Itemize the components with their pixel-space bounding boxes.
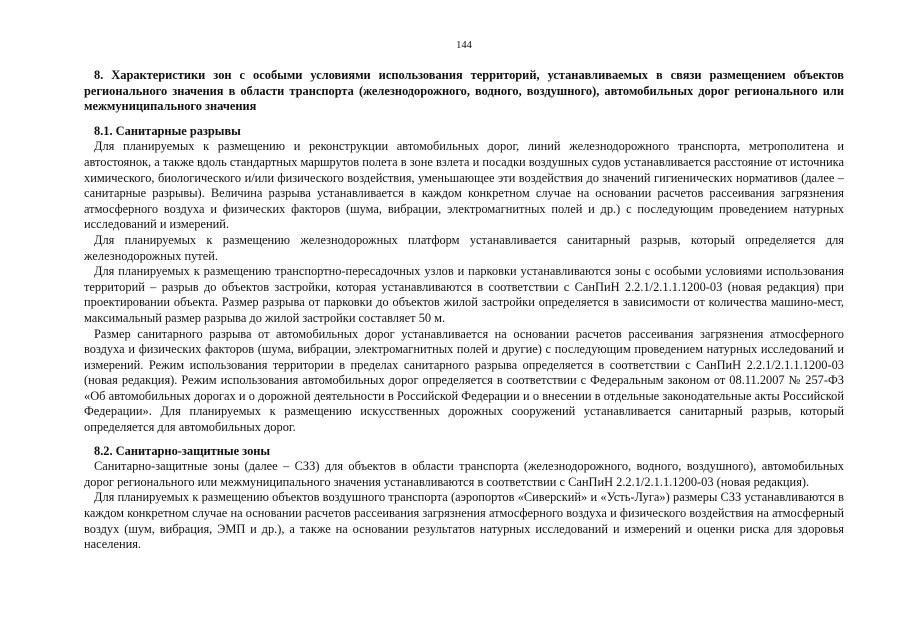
section-title-8-2: 8.2. Санитарно-защитные зоны [94,443,271,458]
paragraph: Для планируемых к размещению железнодорожных платформ устанавливается санитарный разрыв, который определяется для железнодорожных путей. [84,232,844,263]
paragraph: Для планируемых к размещению транспортно-пересадочных узлов и парковки устанавливаются зоны с особыми условиями использования территорий – разрыв до объектов застройки, которая устанавливаются в соответствии с СанПиН 2.2.1/2.1.1.1200-03 (новая редакция) при проектировании объекта. Размер разрыва от парковки до объектов жилой застройки определяется в зависимости от количества машино-мест, максимальный размер разрыва до жилой застройки составляет 50 м. [84,264,844,325]
section-title-8-1: 8.1. Санитарные разрывы [94,123,241,138]
paragraph: Размер санитарного разрыва от автомобильных дорог устанавливается на основании расчетов рассеивания загрязнения атмосферного воздуха и физических факторов (шума, вибрации, электромагнитных полей и другие) с последующим проведением натурных исследований и измерений. Режим использования территории в пределах санитарного разрыва определяется в соответствии с СанПиН 2.2.1/2.1.1.1200-03 (новая редакция). Режим использования автомобильных дорог определяется в соответствии с Федеральным законом от 08.11.2007 № 257-ФЗ «Об автомобильных дорогах и о дорожной деятельности в Российской Федерации и о внесении в отдельные законодательные акты Российской Федерации». Для планируемых к размещению искусственных дорожных сооружений устанавливается санитарный разрыв, который определяется для автомобильных дорог. [84,326,844,435]
paragraph: Санитарно-защитные зоны (далее – СЗЗ) для объектов в области транспорта (железнодорожного, водного, воздушного), автомобильных дорог регионального или межмуниципального значения устанавливаются в соответствии с СанПиН 2.2.1/2.1.1.1200-03 (новая редакция). [84,459,844,489]
document-body [84,68,844,553]
paragraph: Для планируемых к размещению и реконструкции автомобильных дорог, линий железнодорожного транспорта, метрополитена и автостоянок, а также вдоль стандартных маршрутов полета в зоне взлета и посадки воздушных судов устанавливается расстояние от источника химического, биологического и/или физического воздействия, уменьшающее эти воздействия до значений гигиенических нормативов (далее – санитарные разрывы). Величина разрыва устанавливается в каждом конкретном случае на основании расчетов рассеивания загрязнения атмосферного воздуха и физических факторов (шума, вибрации, электромагнитных полей и др.) с последующим проведением натурных исследований и измерений. [84,139,844,232]
page-number: 144 [456,40,472,51]
document-page [84,0,844,640]
paragraph: Для планируемых к размещению объектов воздушного транспорта (аэропортов «Сиверский» и «Усть-Луга») размеры СЗЗ устанавливаются в каждом конкретном случае на основании расчетов рассеивания загрязнения атмосферного воздуха и физического воздействия на атмосферный воздух (шум, вибрация, ЭМП и др.), а также на основании результатов натурных исследований и измерений и оценки риска для здоровья населения. [84,490,844,552]
chapter-heading: 8. Характеристики зон с особыми условиями использования территорий, устанавливаемых в связи размещением объектов регионального значения в области транспорта (железнодорожного, водного, воздушного), автомобильных дорог регионального или межмуниципального значения [84,68,844,114]
